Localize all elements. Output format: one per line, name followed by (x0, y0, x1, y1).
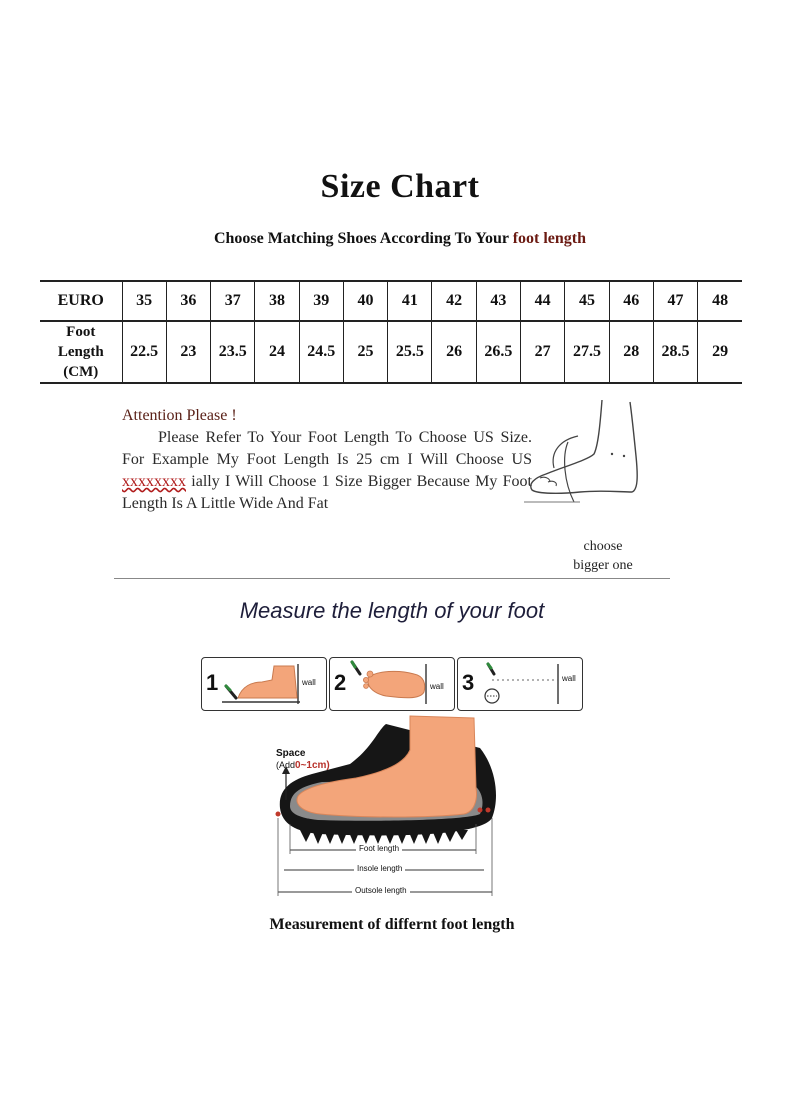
foot-length-row (40, 321, 742, 383)
foot-length-measure-label: Foot length (356, 844, 402, 853)
foot-length-label-line: Foot (66, 324, 96, 340)
foot-length-cell: 29 (698, 321, 742, 383)
foot-length-cell: 24.5 (299, 321, 343, 383)
euro-cell: 36 (166, 281, 210, 321)
euro-cell: 35 (122, 281, 166, 321)
subtitle-text: Choose Matching Shoes According To Your (213, 230, 509, 247)
foot-length-cell: 27 (521, 321, 565, 383)
euro-cell: 43 (476, 281, 520, 321)
shoe-measurement-diagram (260, 708, 504, 908)
diagram-caption: Measurement of differnt foot length (269, 916, 515, 933)
euro-cell: 42 (432, 281, 476, 321)
step-3-number: 3 (462, 670, 475, 695)
foot-length-cell: 24 (255, 321, 299, 383)
foot-length-cell: 26 (432, 321, 476, 383)
step-3-box (457, 657, 583, 711)
attention-body (122, 427, 532, 515)
step-2-wall-label: wall (430, 682, 444, 691)
section-divider (114, 578, 670, 579)
foot-length-cell: 23.5 (211, 321, 255, 383)
page-title: Size Chart (320, 168, 480, 205)
attention-note (122, 405, 532, 515)
size-table (40, 280, 742, 384)
foot-length-cell: 22.5 (122, 321, 166, 383)
measure-title: Measure the length of your foot (239, 598, 545, 623)
foot-sketch-icon (520, 396, 650, 508)
step-2-box (329, 657, 455, 711)
choose-bigger-label (560, 537, 646, 575)
euro-cell: 47 (653, 281, 697, 321)
step-3-measure-icon (458, 658, 582, 710)
foot-length-cell: 27.5 (565, 321, 609, 383)
foot-length-cell: 25 (343, 321, 387, 383)
step-1-number: 1 (206, 670, 219, 695)
outsole-length-measure-label: Outsole length (352, 886, 410, 895)
euro-cell: 48 (698, 281, 742, 321)
foot-length-label (40, 321, 122, 383)
add-label (276, 760, 330, 771)
add-label-prefix: (Add (276, 760, 296, 770)
choose-line: bigger one (573, 558, 633, 573)
insole-length-measure-label: Insole length (354, 864, 405, 873)
foot-length-label-line: Length (57, 344, 104, 360)
foot-length-cell: 23 (166, 321, 210, 383)
attention-body-part1: Please Refer To Your Foot Length To Choose US Size. For Example My Foot Length Is 25 cm I Will Choose US (122, 429, 532, 468)
euro-cell: 39 (299, 281, 343, 321)
step-2-number: 2 (334, 670, 347, 695)
euro-cell: 45 (565, 281, 609, 321)
euro-cell: 46 (609, 281, 653, 321)
subtitle (0, 230, 800, 248)
foot-length-label-line: (CM) (63, 364, 99, 380)
attention-title: Attention Please ! (122, 407, 237, 424)
step-3-wall-label: wall (562, 674, 576, 683)
foot-length-cell: 25.5 (388, 321, 432, 383)
subtitle-highlight: foot length (512, 230, 587, 247)
add-range: 0~1cm) (295, 760, 330, 771)
space-label: Space (276, 748, 306, 759)
foot-length-cell: 28 (609, 321, 653, 383)
step-1-box (201, 657, 327, 711)
euro-cell: 41 (388, 281, 432, 321)
choose-line: choose (583, 539, 623, 554)
euro-label: EURO (40, 281, 122, 321)
redacted-text: xxxxxxxx (122, 473, 186, 490)
attention-body-part2: ially I Will Choose 1 Size Bigger Because My Foot Length Is A Little Wide And Fat (122, 473, 532, 512)
foot-length-cell: 28.5 (653, 321, 697, 383)
euro-row (40, 281, 742, 321)
euro-cell: 44 (521, 281, 565, 321)
euro-cell: 37 (211, 281, 255, 321)
foot-length-cell: 26.5 (476, 321, 520, 383)
euro-cell: 38 (255, 281, 299, 321)
step-1-wall-label: wall (302, 678, 316, 687)
euro-cell: 40 (343, 281, 387, 321)
